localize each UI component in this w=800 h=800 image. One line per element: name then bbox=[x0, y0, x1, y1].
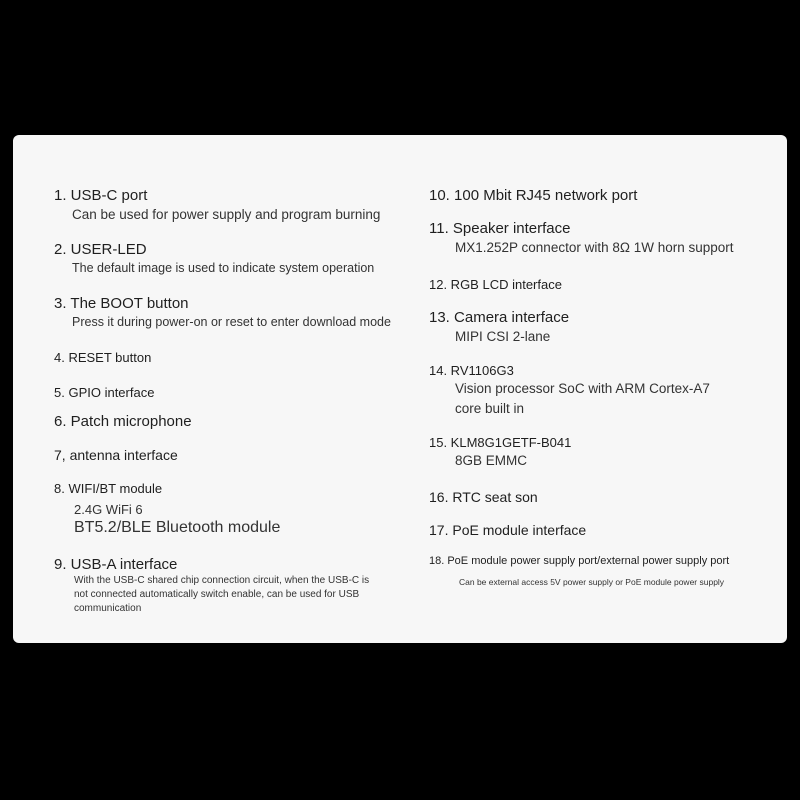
item-description: BT5.2/BLE Bluetooth module bbox=[74, 519, 281, 536]
item-description: 8GB EMMC bbox=[455, 453, 528, 468]
item-title: 10. 100 Mbit RJ45 network port bbox=[429, 187, 638, 204]
list-item bbox=[54, 187, 414, 225]
list-item bbox=[54, 385, 414, 401]
list-item bbox=[429, 220, 779, 258]
item-description: 2.4G WiFi 6 bbox=[74, 502, 143, 517]
item-title: 16. RTC seat son bbox=[429, 489, 538, 505]
list-item bbox=[429, 489, 779, 506]
list-item bbox=[54, 447, 414, 464]
list-item bbox=[429, 435, 779, 471]
item-description: Vision processor SoC with ARM Cortex-A7 bbox=[455, 381, 710, 396]
item-title: 7, antenna interface bbox=[54, 447, 178, 463]
item-title: 14. RV1106G3 bbox=[429, 363, 514, 378]
item-description: MIPI CSI 2-lane bbox=[455, 329, 551, 344]
list-item bbox=[429, 522, 779, 539]
item-description: core built in bbox=[455, 401, 525, 416]
item-title: 3. The BOOT button bbox=[54, 295, 189, 312]
item-title: 5. GPIO interface bbox=[54, 385, 155, 400]
item-title: 18. PoE module power supply port/external power supply port bbox=[429, 555, 730, 567]
item-title: 17. PoE module interface bbox=[429, 522, 587, 538]
item-description: communication bbox=[74, 603, 142, 614]
item-description: not connected automatically switch enable, can be used for USB bbox=[74, 589, 360, 600]
list-item bbox=[429, 363, 779, 419]
item-title: 6. Patch microphone bbox=[54, 413, 192, 430]
list-item bbox=[54, 350, 414, 366]
item-description: Can be used for power supply and program burning bbox=[72, 207, 381, 222]
item-title: 2. USER-LED bbox=[54, 241, 147, 258]
item-title: 8. WIFI/BT module bbox=[54, 481, 163, 496]
list-item bbox=[54, 241, 414, 278]
item-description: With the USB-C shared chip connection circuit, when the USB-C is bbox=[74, 575, 370, 586]
item-description: Can be external access 5V power supply or PoE module power supply bbox=[459, 577, 725, 587]
item-description: MX1.252P connector with 8Ω 1W horn support bbox=[455, 240, 734, 255]
list-item bbox=[429, 277, 779, 293]
item-title: 11. Speaker interface bbox=[429, 220, 571, 237]
item-title: 13. Camera interface bbox=[429, 309, 570, 326]
item-title: 12. RGB LCD interface bbox=[429, 277, 562, 292]
list-item bbox=[429, 554, 779, 588]
list-item bbox=[429, 309, 779, 347]
feature-list-card bbox=[13, 135, 787, 643]
item-title: 4. RESET button bbox=[54, 350, 152, 365]
item-description: The default image is used to indicate system operation bbox=[72, 261, 375, 275]
list-item bbox=[54, 295, 414, 332]
item-title: 9. USB-A interface bbox=[54, 556, 178, 573]
list-item bbox=[54, 481, 414, 538]
item-title: 15. KLM8G1GETF-B041 bbox=[429, 435, 572, 450]
list-item bbox=[54, 556, 414, 616]
list-item bbox=[429, 187, 779, 205]
item-description: Press it during power-on or reset to enter download mode bbox=[72, 315, 391, 329]
list-item bbox=[54, 413, 414, 431]
item-title: 1. USB-C port bbox=[54, 187, 148, 204]
